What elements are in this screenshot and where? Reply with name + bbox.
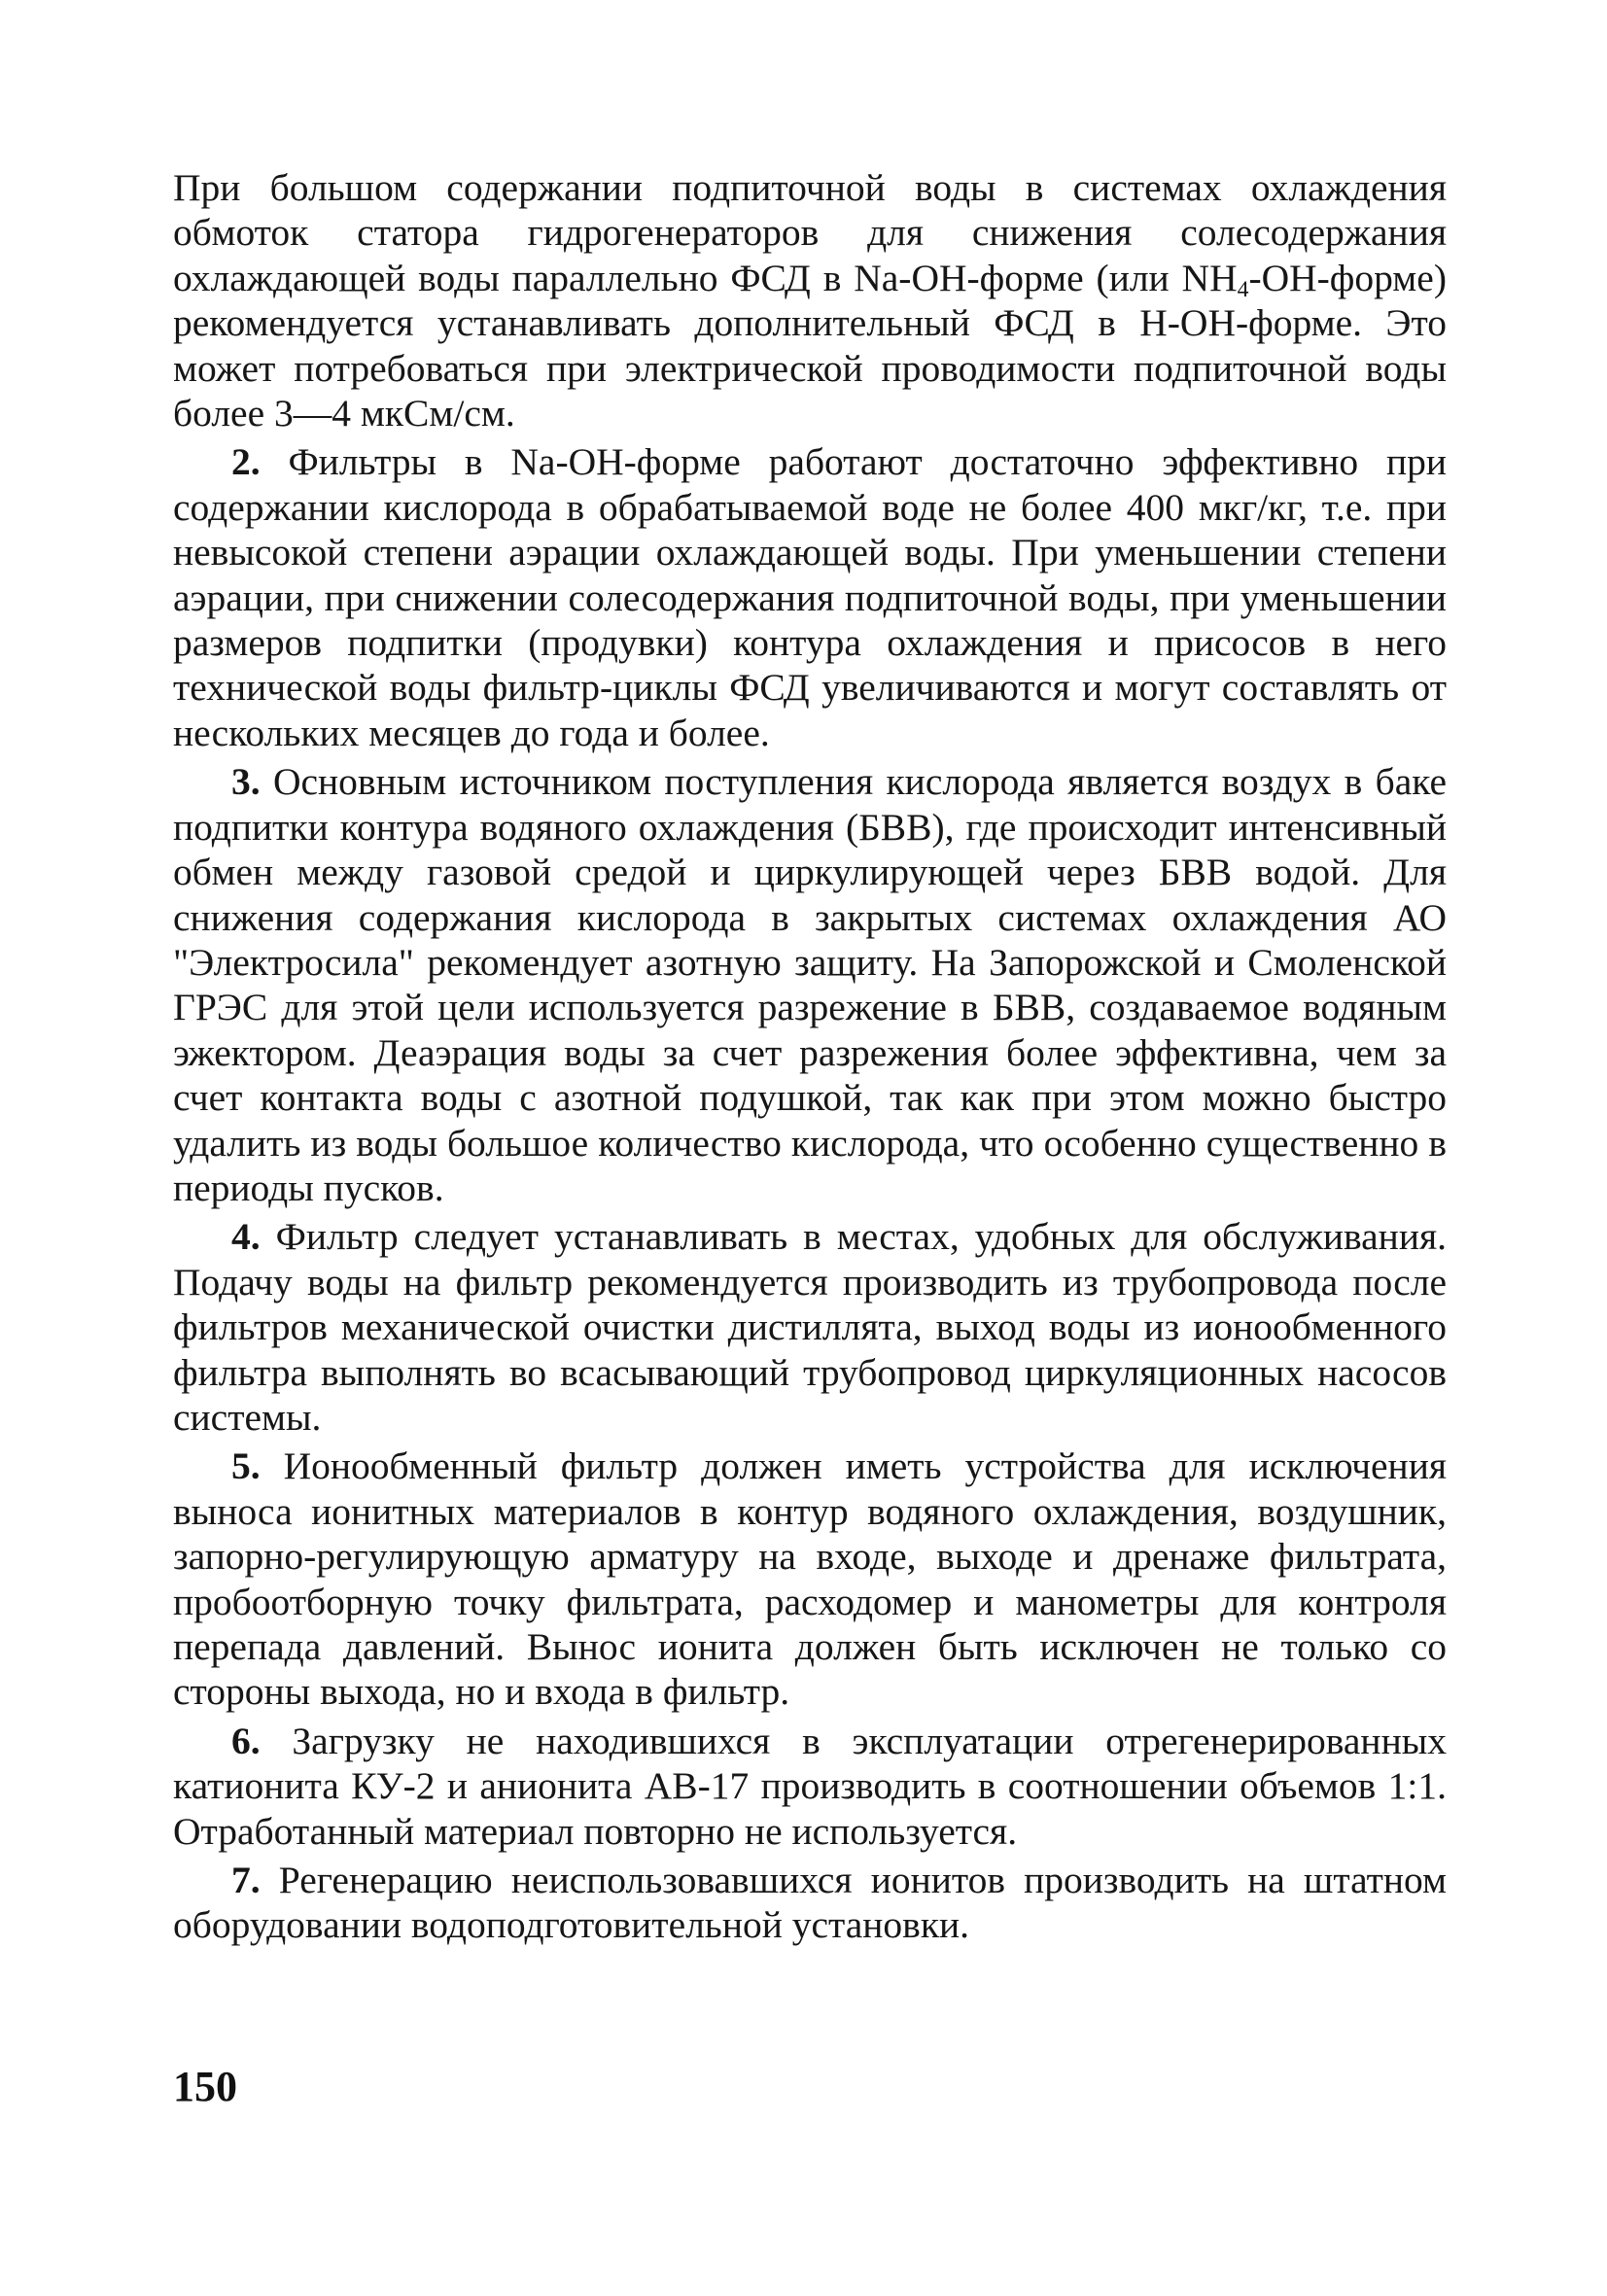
subscript-4: 4 [1237,276,1249,302]
paragraph-4-number: 4. [231,1215,261,1259]
paragraph-5-number: 5. [231,1444,261,1488]
paragraph-2-number: 2. [231,440,261,484]
paragraph-3-text: Основным источником поступления кислорода является воздух в баке подпитки контура водяного охлаждения (БВВ), где происходит интенсивный обмен между газовой средой и циркулирующей через БВВ водой. Для снижения содержания кислорода в закрытых системах охлаждения АО "Электросила" рекомендует азотную защиту. На Запорожской и Смоленской ГРЭС для этой цели используется разрежение в БВВ, создаваемое водяным эжектором. Деаэрация воды за счет разрежения более эффективна, чем за счет контакта воды с азотной подушкой, так как при этом можно быстро удалить из воды большое количество кислорода, что особенно существенно в периоды пусков. [173,760,1448,1209]
paragraph-4-text: Фильтр следует устанавливать в местах, удобных для обслуживания. Подачу воды на фильтр рекомендуется производить из трубопровода после фильтров механической очистки дистиллята, выход воды из ионообменного фильтра выполнять во всасывающий трубопровод циркуляционных насосов системы. [173,1215,1447,1439]
paragraph-5 [173,1444,1447,1714]
page-body [173,165,1447,1948]
paragraph-3 [173,759,1447,1210]
paragraph-7 [173,1858,1447,1948]
paragraph-5-text: Ионообменный фильтр должен иметь устройства для исключения выноса ионитных материалов в контур водяного охлаждения, воздушник, запорно-регулирующую арматуру на входе, выходе и дренаже фильтрата, пробоотборную точку фильтрата, расходомер и манометры для контроля перепада давлений. Вынос ионита должен быть исключен не только со стороны выхода, но и входа в фильтр. [173,1444,1447,1714]
paragraph-6-number: 6. [231,1719,261,1762]
paragraph-1-text-after: -OH-форме) рекомендуется устанавливать дополнительный ФСД в H-OH-форме. Это может потребоваться при электрической проводимости подпиточной воды более 3—4 мкСм/см. [173,256,1447,435]
paragraph-1-text-before: При большом содержании подпиточной воды в системах охлаждения обмоток статора гидрогенераторов для снижения солесодержания охлаждающей воды параллельно ФСД в Na-OH-форме (или NH [173,166,1447,299]
paragraph-7-number: 7. [231,1859,261,1902]
paragraph-7-text: Регенерацию неиспользовавшихся ионитов производить на штатном оборудовании водоподготовительной установки. [173,1859,1447,1947]
paragraph-6-text: Загрузку не находившихся в эксплуатации отрегенерированных катионита КУ-2 и анионита АВ-17 производить в соотношении объемов 1:1. Отработанный материал повторно не используется. [173,1719,1447,1853]
paragraph-4 [173,1214,1447,1440]
paragraph-2-text: Фильтры в Na-OH-форме работают достаточно эффективно при содержании кислорода в обрабатываемой воде не более 400 мкг/кг, т.е. при невысокой степени аэрации охлаждающей воды. При уменьшении степени аэрации, при снижении солесодержания подпиточной воды, при уменьшении размеров подпитки (продувки) контура охлаждения и присосов в него технической воды фильтр-циклы ФСД увеличиваются и могут составлять от нескольких месяцев до года и более. [173,440,1448,754]
page-number: 150 [173,2063,237,2110]
paragraph-2 [173,439,1447,755]
paragraph-3-number: 3. [231,760,261,804]
paragraph-1 [173,165,1447,435]
paragraph-6 [173,1719,1447,1854]
